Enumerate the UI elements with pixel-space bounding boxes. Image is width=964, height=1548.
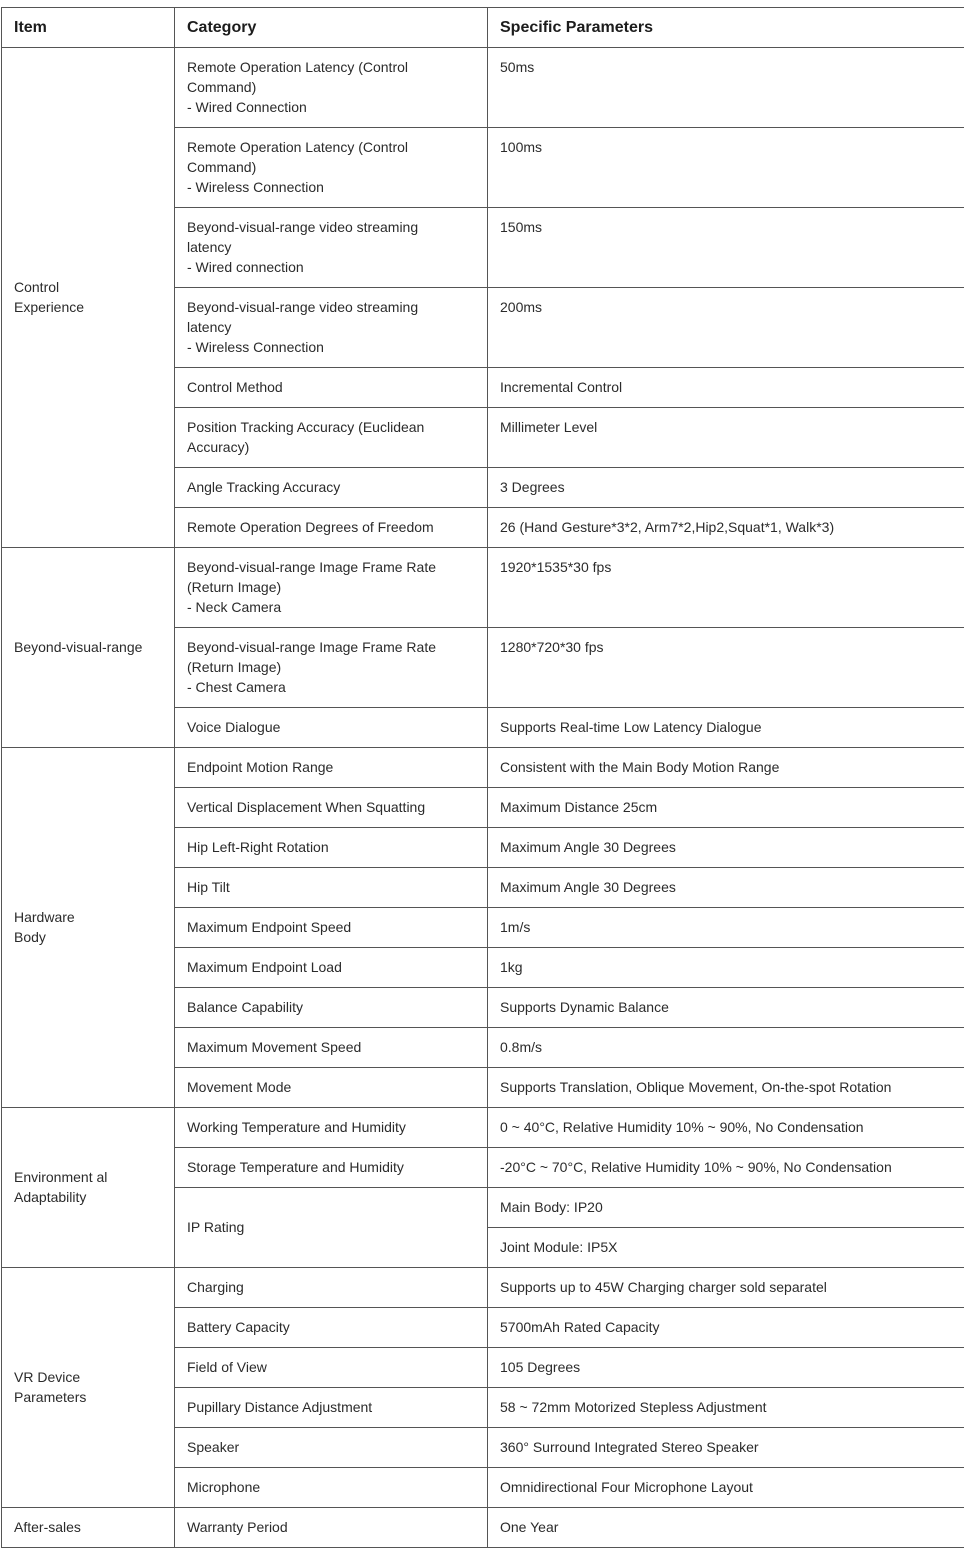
- item-label: After-sales: [14, 1517, 162, 1537]
- parameter-cell: Incremental Control: [488, 368, 964, 408]
- table-row: [2, 548, 964, 628]
- category-label: Pupillary Distance Adjustment: [187, 1397, 475, 1417]
- category-cell: [175, 548, 488, 628]
- item-label: Control Experience: [14, 277, 162, 317]
- parameter-cell: Supports Dynamic Balance: [488, 988, 964, 1028]
- category-cell: [175, 948, 488, 988]
- category-cell: [175, 708, 488, 748]
- parameter-cell: Millimeter Level: [488, 408, 964, 468]
- category-cell: [175, 368, 488, 408]
- category-cell: [175, 208, 488, 288]
- parameter-cell: 1kg: [488, 948, 964, 988]
- category-cell: [175, 1508, 488, 1548]
- category-label: Hip Left-Right Rotation: [187, 837, 475, 857]
- category-label: Endpoint Motion Range: [187, 757, 475, 777]
- parameter-cell: Maximum Distance 25cm: [488, 788, 964, 828]
- category-cell: [175, 628, 488, 708]
- category-label: Position Tracking Accuracy (Euclidean Accuracy): [187, 417, 475, 457]
- item-cell: [2, 548, 175, 748]
- category-label: Remote Operation Latency (Control Command) - Wireless Connection: [187, 137, 475, 197]
- category-label: Remote Operation Latency (Control Command) - Wired Connection: [187, 57, 475, 117]
- parameter-cell: 200ms: [488, 288, 964, 368]
- category-cell: [175, 48, 488, 128]
- category-cell: [175, 1348, 488, 1388]
- table-row: [2, 1508, 964, 1548]
- header-category: Category: [175, 8, 488, 48]
- category-cell: [175, 468, 488, 508]
- parameter-cell: 100ms: [488, 128, 964, 208]
- category-cell: [175, 868, 488, 908]
- table-row: [2, 1268, 964, 1308]
- category-label: Maximum Movement Speed: [187, 1037, 475, 1057]
- item-label: Hardware Body: [14, 907, 162, 947]
- category-cell: [175, 1468, 488, 1508]
- category-cell: [175, 1388, 488, 1428]
- parameter-cell: 3 Degrees: [488, 468, 964, 508]
- spec-table-body: [2, 48, 964, 1548]
- category-label: Hip Tilt: [187, 877, 475, 897]
- header-row: [2, 8, 964, 48]
- category-label: IP Rating: [187, 1217, 475, 1237]
- category-cell: [175, 788, 488, 828]
- parameter-cell: 360° Surround Integrated Stereo Speaker: [488, 1428, 964, 1468]
- category-label: Working Temperature and Humidity: [187, 1117, 475, 1137]
- parameter-cell: One Year: [488, 1508, 964, 1548]
- category-cell: [175, 508, 488, 548]
- parameter-cell: 50ms: [488, 48, 964, 128]
- category-cell: [175, 408, 488, 468]
- parameter-cell: Joint Module: IP5X: [488, 1228, 964, 1268]
- spec-table: [1, 7, 964, 1548]
- category-label: Warranty Period: [187, 1517, 475, 1537]
- category-cell: [175, 1108, 488, 1148]
- parameter-cell: 5700mAh Rated Capacity: [488, 1308, 964, 1348]
- category-cell: [175, 1028, 488, 1068]
- parameter-cell: 105 Degrees: [488, 1348, 964, 1388]
- parameter-cell: Supports up to 45W Charging charger sold separatel: [488, 1268, 964, 1308]
- parameter-cell: 0 ~ 40°C, Relative Humidity 10% ~ 90%, No Condensation: [488, 1108, 964, 1148]
- parameter-cell: 26 (Hand Gesture*3*2, Arm7*2,Hip2,Squat*1, Walk*3): [488, 508, 964, 548]
- category-label: Charging: [187, 1277, 475, 1297]
- parameter-cell: 1920*1535*30 fps: [488, 548, 964, 628]
- category-cell: [175, 1268, 488, 1308]
- category-label: Vertical Displacement When Squatting: [187, 797, 475, 817]
- item-cell: [2, 1268, 175, 1508]
- category-label: Beyond-visual-range video streaming latency - Wired connection: [187, 217, 475, 277]
- category-label: Voice Dialogue: [187, 717, 475, 737]
- category-label: Beyond-visual-range Image Frame Rate (Return Image) - Neck Camera: [187, 557, 475, 617]
- table-row: [2, 1108, 964, 1148]
- parameter-cell: 1m/s: [488, 908, 964, 948]
- parameter-cell: Maximum Angle 30 Degrees: [488, 868, 964, 908]
- parameter-cell: 1280*720*30 fps: [488, 628, 964, 708]
- category-label: Beyond-visual-range video streaming latency - Wireless Connection: [187, 297, 475, 357]
- parameter-cell: 150ms: [488, 208, 964, 288]
- category-cell: [175, 1188, 488, 1268]
- category-cell: [175, 1428, 488, 1468]
- parameter-cell: Consistent with the Main Body Motion Range: [488, 748, 964, 788]
- category-cell: [175, 1148, 488, 1188]
- item-cell: [2, 1108, 175, 1268]
- item-label: Environment al Adaptability: [14, 1167, 162, 1207]
- parameter-cell: -20°C ~ 70°C, Relative Humidity 10% ~ 90%, No Condensation: [488, 1148, 964, 1188]
- category-label: Speaker: [187, 1437, 475, 1457]
- category-label: Storage Temperature and Humidity: [187, 1157, 475, 1177]
- category-cell: [175, 1308, 488, 1348]
- category-cell: [175, 748, 488, 788]
- item-cell: [2, 48, 175, 548]
- item-label: VR Device Parameters: [14, 1367, 162, 1407]
- parameter-cell: 58 ~ 72mm Motorized Stepless Adjustment: [488, 1388, 964, 1428]
- category-cell: [175, 828, 488, 868]
- parameter-cell: Omnidirectional Four Microphone Layout: [488, 1468, 964, 1508]
- table-row: [2, 748, 964, 788]
- category-label: Battery Capacity: [187, 1317, 475, 1337]
- category-label: Movement Mode: [187, 1077, 475, 1097]
- category-label: Microphone: [187, 1477, 475, 1497]
- category-label: Beyond-visual-range Image Frame Rate (Return Image) - Chest Camera: [187, 637, 475, 697]
- item-cell: [2, 1508, 175, 1548]
- parameter-cell: Supports Translation, Oblique Movement, On-the-spot Rotation: [488, 1068, 964, 1108]
- category-cell: [175, 908, 488, 948]
- parameter-cell: 0.8m/s: [488, 1028, 964, 1068]
- parameter-cell: Supports Real-time Low Latency Dialogue: [488, 708, 964, 748]
- category-cell: [175, 988, 488, 1028]
- header-item: Item: [2, 8, 175, 48]
- table-row: [2, 48, 964, 128]
- category-label: Control Method: [187, 377, 475, 397]
- category-label: Balance Capability: [187, 997, 475, 1017]
- item-cell: [2, 748, 175, 1108]
- header-parameters: Specific Parameters: [488, 8, 964, 48]
- parameter-cell: Maximum Angle 30 Degrees: [488, 828, 964, 868]
- category-cell: [175, 1068, 488, 1108]
- category-cell: [175, 288, 488, 368]
- category-label: Field of View: [187, 1357, 475, 1377]
- category-label: Remote Operation Degrees of Freedom: [187, 517, 475, 537]
- parameter-cell: Main Body: IP20: [488, 1188, 964, 1228]
- category-cell: [175, 128, 488, 208]
- category-label: Angle Tracking Accuracy: [187, 477, 475, 497]
- category-label: Maximum Endpoint Load: [187, 957, 475, 977]
- item-label: Beyond-visual-range: [14, 637, 162, 657]
- category-label: Maximum Endpoint Speed: [187, 917, 475, 937]
